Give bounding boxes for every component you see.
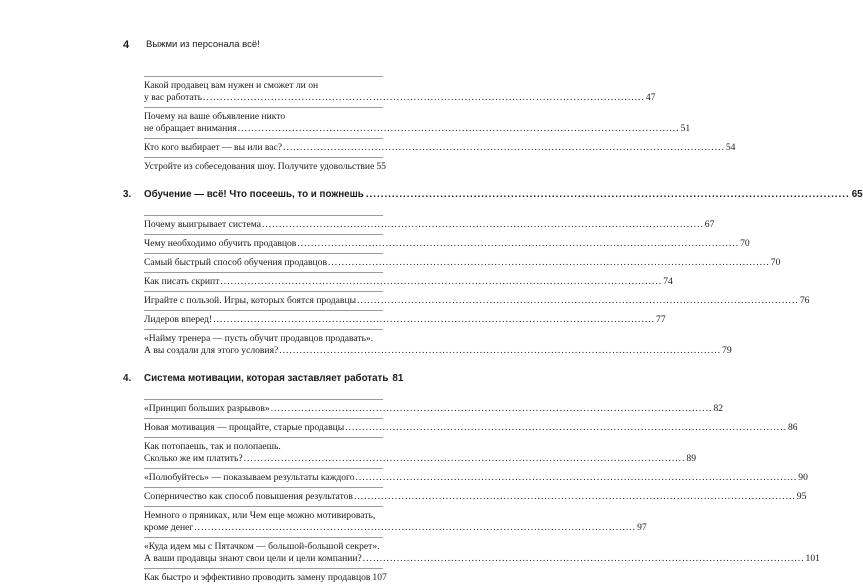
toc-entry-text: Соперничество как способ повышения результатов (144, 491, 353, 502)
toc-entry-text: «Куда идем мы с Пятачком — большой-большой секрет». (144, 541, 380, 552)
toc-entry-page: 76 (799, 295, 810, 306)
toc-entry (144, 507, 647, 537)
leader-dots (220, 276, 662, 288)
toc-entry-page: 54 (725, 142, 736, 153)
table-of-contents (123, 76, 863, 587)
toc-entry-text: Сколько же им платить? (144, 453, 243, 464)
toc-entry-text: «Принцип больших разрывов» (144, 403, 270, 414)
leader-dots (279, 345, 721, 357)
chapter-title: Обучение — всё! Что посеешь, то и пожнешь (144, 189, 364, 200)
leader-dots (213, 314, 655, 326)
toc-entry-text: Какой продавец вам нужен и сможет ли он (144, 80, 319, 91)
toc-entry (144, 311, 666, 329)
toc-entry-text: Лидеров вперед! (144, 314, 213, 325)
toc-entry-page: 97 (637, 522, 647, 533)
toc-entry-text: Почему выигрывает система (144, 219, 261, 230)
toc-entry (144, 488, 807, 506)
leader-dots (354, 491, 796, 503)
toc-entry-page: 82 (713, 403, 724, 414)
toc-entry-text: Устройте из собеседования шоу. Получите удовольствие (144, 161, 375, 172)
running-head (123, 38, 500, 54)
toc-entry-text: не обращает внимания (144, 123, 237, 134)
toc-entry-page: 70 (740, 238, 750, 249)
toc-entry (144, 77, 656, 107)
toc-entry-text: Чему необходимо обучить продавцов (144, 238, 297, 249)
toc-entry (144, 438, 697, 468)
chapter-number: 4. (123, 373, 132, 384)
toc-entry-page: 47 (645, 92, 656, 103)
chapter-page: 81 (392, 373, 404, 384)
toc-entry-text: «Полюбуйтесь» — показываем результаты каждого (144, 472, 355, 483)
leader-dots (366, 189, 850, 201)
toc-entry (144, 108, 691, 138)
toc-entry-page: 55 (376, 161, 386, 172)
toc-entry-text: кроме денег (144, 522, 194, 533)
toc-entry (144, 139, 736, 157)
toc-entry-text: Как быстро и эффективно проводить замену продавцов (144, 572, 371, 583)
toc-entry-page: 77 (656, 314, 666, 325)
chapter-page: 65 (851, 189, 863, 200)
toc-entry (144, 469, 808, 487)
toc-entry-page: 95 (796, 491, 807, 502)
toc-entry-page: 67 (704, 219, 715, 230)
toc-entry (144, 419, 798, 437)
leader-dots (262, 219, 704, 231)
toc-entry-text: А вы создали для этого условия? (144, 345, 279, 356)
toc-entry (144, 330, 732, 360)
leader-dots (244, 453, 686, 465)
toc-entry-text: Играйте с пользой. Игры, которых боятся продавцы (144, 295, 357, 306)
toc-entry (144, 538, 820, 568)
toc-entry-page: 101 (805, 553, 820, 564)
running-title: Выжми из персонала всё! (146, 39, 260, 50)
chapter-number: 3. (123, 189, 132, 200)
toc-entry-page: 107 (372, 572, 387, 583)
toc-entry-text: Новая мотивация — прощайте, старые продавцы (144, 422, 345, 433)
toc-entry (144, 273, 673, 291)
chapter-heading (123, 176, 863, 215)
toc-entry-text: Самый быстрый способ обучения продавцов (144, 257, 327, 268)
chapter-title: Система мотивации, которая заставляет работать (144, 373, 389, 384)
leader-dots (297, 238, 739, 250)
leader-dots (203, 92, 645, 104)
leader-dots (271, 403, 713, 415)
toc-entry-page: 89 (686, 453, 697, 464)
toc-entry (144, 292, 810, 310)
toc-entry-page: 90 (798, 472, 808, 483)
toc-entry (144, 235, 750, 253)
toc-entry-page: 70 (770, 257, 781, 268)
chapter-heading (123, 360, 404, 399)
toc-entry-page: 51 (680, 123, 691, 134)
toc-entry (144, 254, 781, 272)
toc-entry-text: Как писать скрипт (144, 276, 220, 287)
toc-entry-page: 86 (787, 422, 798, 433)
toc-entry-text: у вас работать (144, 92, 203, 103)
leader-dots (194, 522, 636, 534)
toc-entry-text: Почему на ваше объявление никто (144, 111, 286, 122)
leader-dots (357, 295, 799, 307)
toc-entry (144, 158, 385, 176)
toc-entry-page: 79 (722, 345, 732, 356)
toc-entry (144, 569, 385, 587)
leader-dots (283, 142, 725, 154)
page-number: 4 (123, 39, 130, 51)
toc-entry-text: Немного о пряниках, или Чем еще можно мотивировать, (144, 510, 376, 521)
leader-dots (356, 472, 798, 484)
leader-dots (345, 422, 787, 434)
leader-dots (328, 257, 770, 269)
leader-dots (363, 553, 805, 565)
leader-dots (238, 123, 680, 135)
toc-entry-text: А ваши продавцы знают свои цели и цели компании? (144, 553, 362, 564)
toc-entry-text: Как потопаешь, так и полопаешь. (144, 441, 281, 452)
toc-entry-page: 74 (663, 276, 673, 287)
toc-entry-text: Кто кого выбирает — вы или вас? (144, 142, 283, 153)
toc-entry (144, 216, 715, 234)
toc-entry (144, 400, 724, 418)
toc-entry-text: «Найму тренера — пусть обучит продавцов продавать». (144, 333, 374, 344)
